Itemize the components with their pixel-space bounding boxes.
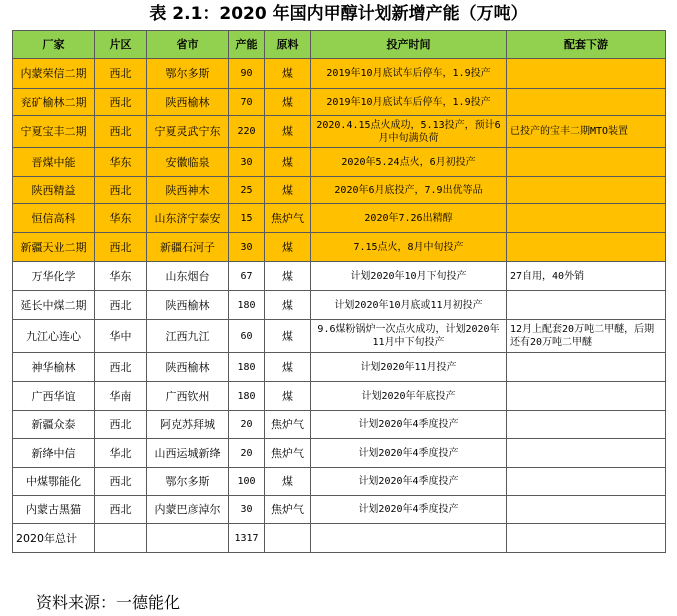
cell-feedstock: 焦炉气	[265, 411, 311, 439]
cell-factory: 中煤鄂能化	[13, 468, 95, 496]
cell-capacity: 180	[229, 291, 265, 320]
cell-feedstock	[265, 524, 311, 553]
cell-downstream	[507, 496, 666, 524]
cell-downstream	[507, 353, 666, 382]
cell-province: 山东济宁泰安	[147, 204, 229, 233]
cell-feedstock: 煤	[265, 291, 311, 320]
capacity-table	[12, 30, 666, 553]
cell-start-time: 2019年10月底试车后停车，1.9投产	[311, 89, 507, 116]
cell-region: 西北	[95, 411, 147, 439]
table-row	[13, 496, 666, 524]
cell-capacity: 220	[229, 116, 265, 148]
cell-feedstock: 煤	[265, 59, 311, 89]
table-row	[13, 204, 666, 233]
cell-province: 陕西榆林	[147, 89, 229, 116]
cell-capacity: 70	[229, 89, 265, 116]
cell-factory: 新绛中信	[13, 439, 95, 468]
cell-downstream	[507, 204, 666, 233]
cell-capacity: 67	[229, 262, 265, 291]
cell-capacity: 15	[229, 204, 265, 233]
cell-province: 新疆石河子	[147, 233, 229, 262]
cell-factory: 延长中煤二期	[13, 291, 95, 320]
cell-region: 西北	[95, 291, 147, 320]
cell-region: 西北	[95, 353, 147, 382]
cell-province: 陕西榆林	[147, 353, 229, 382]
cell-region: 华中	[95, 320, 147, 353]
cell-region: 西北	[95, 177, 147, 204]
cell-downstream	[507, 233, 666, 262]
cell-region: 西北	[95, 59, 147, 89]
cell-province: 广西钦州	[147, 382, 229, 411]
table-body	[13, 59, 666, 553]
cell-downstream	[507, 468, 666, 496]
cell-capacity: 90	[229, 59, 265, 89]
header-start-time: 投产时间	[311, 31, 507, 59]
cell-downstream	[507, 59, 666, 89]
cell-factory: 兖矿榆林二期	[13, 89, 95, 116]
cell-downstream: 12月上配套20万吨二甲醚，后期还有20万吨二甲醚	[507, 320, 666, 353]
cell-feedstock: 煤	[265, 233, 311, 262]
table-row	[13, 177, 666, 204]
cell-capacity: 1317	[229, 524, 265, 553]
table-row	[13, 439, 666, 468]
cell-downstream: 已投产的宝丰二期MTO装置	[507, 116, 666, 148]
cell-start-time: 9.6煤粉锅炉一次点火成功，计划2020年11月中下旬投产	[311, 320, 507, 353]
cell-start-time: 计划2020年4季度投产	[311, 411, 507, 439]
cell-province: 山西运城新绛	[147, 439, 229, 468]
cell-region: 华东	[95, 148, 147, 177]
cell-province: 江西九江	[147, 320, 229, 353]
cell-feedstock: 煤	[265, 353, 311, 382]
cell-region: 西北	[95, 496, 147, 524]
header-row	[13, 31, 666, 59]
cell-factory: 新疆众泰	[13, 411, 95, 439]
cell-start-time: 计划2020年10月下旬投产	[311, 262, 507, 291]
table-row	[13, 89, 666, 116]
cell-downstream	[507, 177, 666, 204]
cell-downstream	[507, 148, 666, 177]
header-capacity: 产能	[229, 31, 265, 59]
cell-capacity: 25	[229, 177, 265, 204]
cell-factory: 九江心连心	[13, 320, 95, 353]
header-factory: 厂家	[13, 31, 95, 59]
cell-province: 鄂尔多斯	[147, 59, 229, 89]
header-feedstock: 原料	[265, 31, 311, 59]
cell-province: 山东烟台	[147, 262, 229, 291]
cell-province: 安徽临泉	[147, 148, 229, 177]
cell-start-time: 2020.4.15点火成功，5.13投产，预计6月中旬满负荷	[311, 116, 507, 148]
cell-factory: 恒信高科	[13, 204, 95, 233]
cell-province: 陕西神木	[147, 177, 229, 204]
cell-factory: 2020年总计	[13, 524, 95, 553]
table-row	[13, 262, 666, 291]
cell-feedstock: 煤	[265, 320, 311, 353]
cell-feedstock: 煤	[265, 262, 311, 291]
cell-region: 西北	[95, 468, 147, 496]
table-row	[13, 320, 666, 353]
cell-region: 华东	[95, 204, 147, 233]
cell-start-time: 计划2020年年底投产	[311, 382, 507, 411]
cell-province: 内蒙巴彦淖尔	[147, 496, 229, 524]
cell-start-time: 计划2020年4季度投产	[311, 468, 507, 496]
cell-capacity: 30	[229, 233, 265, 262]
header-region: 片区	[95, 31, 147, 59]
cell-feedstock: 焦炉气	[265, 204, 311, 233]
cell-downstream	[507, 411, 666, 439]
cell-start-time: 计划2020年11月投产	[311, 353, 507, 382]
cell-feedstock: 煤	[265, 177, 311, 204]
cell-capacity: 180	[229, 353, 265, 382]
cell-factory: 陕西精益	[13, 177, 95, 204]
cell-downstream	[507, 382, 666, 411]
table-row	[13, 291, 666, 320]
header-downstream: 配套下游	[507, 31, 666, 59]
cell-region: 西北	[95, 233, 147, 262]
cell-province: 宁夏灵武宁东	[147, 116, 229, 148]
cell-start-time: 7.15点火，8月中旬投产	[311, 233, 507, 262]
cell-downstream: 27自用，40外销	[507, 262, 666, 291]
cell-downstream	[507, 89, 666, 116]
cell-region	[95, 524, 147, 553]
table-row	[13, 524, 666, 553]
table-title: 表 2.1：2020 年国内甲醇计划新增产能（万吨）	[149, 4, 528, 24]
table-row	[13, 353, 666, 382]
cell-factory: 宁夏宝丰二期	[13, 116, 95, 148]
cell-start-time: 计划2020年4季度投产	[311, 439, 507, 468]
cell-start-time: 2020年6月底投产，7.9出优等品	[311, 177, 507, 204]
cell-feedstock: 煤	[265, 468, 311, 496]
cell-capacity: 20	[229, 411, 265, 439]
cell-province: 阿克苏拜城	[147, 411, 229, 439]
cell-province	[147, 524, 229, 553]
cell-capacity: 60	[229, 320, 265, 353]
cell-feedstock: 煤	[265, 89, 311, 116]
cell-feedstock: 焦炉气	[265, 439, 311, 468]
cell-feedstock: 煤	[265, 148, 311, 177]
cell-start-time: 2019年10月底试车后停车，1.9投产	[311, 59, 507, 89]
cell-factory: 广西华谊	[13, 382, 95, 411]
table-row	[13, 468, 666, 496]
table-row	[13, 411, 666, 439]
cell-factory: 内蒙古黑猫	[13, 496, 95, 524]
cell-factory: 内蒙荣信二期	[13, 59, 95, 89]
table-row	[13, 116, 666, 148]
table-row	[13, 148, 666, 177]
cell-capacity: 30	[229, 148, 265, 177]
cell-capacity: 100	[229, 468, 265, 496]
cell-start-time: 2020年5.24点火，6月初投产	[311, 148, 507, 177]
cell-province: 鄂尔多斯	[147, 468, 229, 496]
cell-region: 华东	[95, 262, 147, 291]
cell-capacity: 20	[229, 439, 265, 468]
cell-region: 西北	[95, 116, 147, 148]
cell-feedstock: 煤	[265, 382, 311, 411]
cell-region: 华北	[95, 439, 147, 468]
cell-factory: 神华榆林	[13, 353, 95, 382]
header-province: 省市	[147, 31, 229, 59]
source-note: 资料来源：一德能化	[36, 593, 181, 612]
cell-downstream	[507, 291, 666, 320]
cell-start-time: 2020年7.26出精醇	[311, 204, 507, 233]
cell-feedstock: 焦炉气	[265, 496, 311, 524]
cell-factory: 晋煤中能	[13, 148, 95, 177]
cell-start-time: 计划2020年10月底或11月初投产	[311, 291, 507, 320]
cell-region: 华南	[95, 382, 147, 411]
table-row	[13, 59, 666, 89]
cell-factory: 万华化学	[13, 262, 95, 291]
cell-start-time: 计划2020年4季度投产	[311, 496, 507, 524]
cell-capacity: 30	[229, 496, 265, 524]
cell-region: 西北	[95, 89, 147, 116]
cell-factory: 新疆天业二期	[13, 233, 95, 262]
cell-downstream	[507, 524, 666, 553]
table-row	[13, 382, 666, 411]
cell-start-time	[311, 524, 507, 553]
table-row	[13, 233, 666, 262]
cell-capacity: 180	[229, 382, 265, 411]
cell-feedstock: 煤	[265, 116, 311, 148]
cell-province: 陕西榆林	[147, 291, 229, 320]
cell-downstream	[507, 439, 666, 468]
